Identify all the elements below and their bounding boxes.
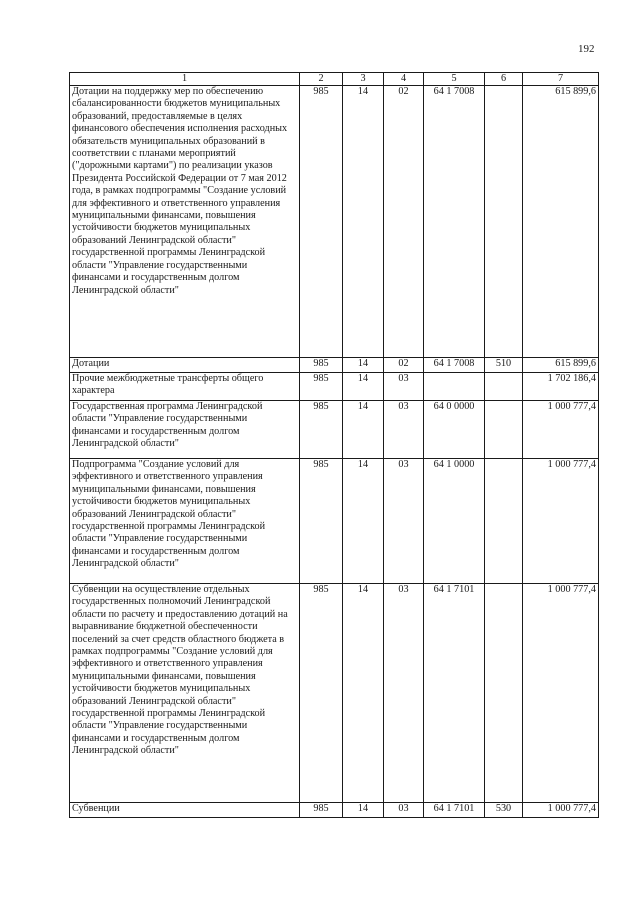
row-col4: 03: [384, 803, 424, 818]
row-col5: 64 1 7008: [424, 358, 485, 373]
row-amount: 1 000 777,4: [523, 803, 599, 818]
row-col4: 03: [384, 584, 424, 803]
row-amount: 615 899,6: [523, 86, 599, 358]
table-row: [70, 86, 599, 358]
row-name: Субвенции: [70, 803, 300, 818]
row-col5: 64 1 0000: [424, 459, 485, 584]
row-col3: 14: [343, 358, 384, 373]
row-col2: 985: [300, 358, 343, 373]
row-col2: 985: [300, 373, 343, 401]
row-col5: [424, 373, 485, 401]
row-col2: 985: [300, 459, 343, 584]
row-col6: [485, 584, 523, 803]
row-col3: 14: [343, 803, 384, 818]
row-amount: 615 899,6: [523, 358, 599, 373]
row-col6: [485, 459, 523, 584]
row-name: Субвенции на осуществление отдельных государственных полномочий Ленинградской области по расчету и предоставлению дотаций на выравнивание бюджетной обеспеченности поселений за счет средств областного бюджета в рамках подпрограммы "Создание условий для эффективного и ответственного управления муниципальными финансами, повышения устойчивости бюджетов муниципальных образований Ленинградской области" государственной программы Ленинградской области "Управление государственными финансами и государственным долгом Ленинградской области": [70, 584, 300, 803]
row-col4: 02: [384, 358, 424, 373]
column-header: 1: [70, 73, 300, 86]
row-name: Дотации: [70, 358, 300, 373]
column-header: 7: [523, 73, 599, 86]
row-amount: 1 000 777,4: [523, 584, 599, 803]
column-header: 2: [300, 73, 343, 86]
budget-table: [69, 72, 599, 818]
column-header: 6: [485, 73, 523, 86]
row-col4: 02: [384, 86, 424, 358]
row-name: Подпрограмма "Создание условий для эффективного и ответственного управления муниципальными финансами, повышения устойчивости бюджетов муниципальных образований Ленинградской области" государственной программы Ленинградской области "Управление государственными финансами и государственным долгом Ленинградской области": [70, 459, 300, 584]
row-col2: 985: [300, 401, 343, 459]
row-col6: [485, 86, 523, 358]
table-row: [70, 803, 599, 818]
row-col5: 64 1 7008: [424, 86, 485, 358]
row-col5: 64 0 0000: [424, 401, 485, 459]
table-row: [70, 584, 599, 803]
row-col2: 985: [300, 86, 343, 358]
row-col6: 530: [485, 803, 523, 818]
row-col6: [485, 401, 523, 459]
row-col4: 03: [384, 459, 424, 584]
row-col6: 510: [485, 358, 523, 373]
row-col6: [485, 373, 523, 401]
table-row: [70, 358, 599, 373]
column-header: 3: [343, 73, 384, 86]
row-amount: 1 000 777,4: [523, 459, 599, 584]
column-header: 4: [384, 73, 424, 86]
row-name: Дотации на поддержку мер по обеспечению сбалансированности бюджетов муниципальных образований, предоставляемые в целях финансового обеспечения исполнения расходных обязательств муниципальных образований в соответствии с планами мероприятий ("дорожными картами") по реализации указов Президента Российской Федерации от 7 мая 2012 года, в рамках подпрограммы "Создание условий для эффективного и ответственного управления муниципальными финансами, повышения устойчивости бюджетов муниципальных образований Ленинградской области" государственной программы Ленинградской области "Управление государственными финансами и государственным долгом Ленинградской области": [70, 86, 300, 358]
row-amount: 1 000 777,4: [523, 401, 599, 459]
row-col4: 03: [384, 401, 424, 459]
table-row: [70, 373, 599, 401]
row-amount: 1 702 186,4: [523, 373, 599, 401]
row-col3: 14: [343, 373, 384, 401]
row-col3: 14: [343, 584, 384, 803]
row-col3: 14: [343, 401, 384, 459]
table-row: [70, 459, 599, 584]
row-col2: 985: [300, 584, 343, 803]
row-col3: 14: [343, 86, 384, 358]
header-row: [70, 73, 599, 86]
row-name: Государственная программа Ленинградской области "Управление государственными финансами и государственным долгом Ленинградской области": [70, 401, 300, 459]
row-col2: 985: [300, 803, 343, 818]
table-row: [70, 401, 599, 459]
page-number: 192: [578, 43, 595, 55]
row-col3: 14: [343, 459, 384, 584]
row-name: Прочие межбюджетные трансферты общего характера: [70, 373, 300, 401]
row-col5: 64 1 7101: [424, 803, 485, 818]
row-col4: 03: [384, 373, 424, 401]
row-col5: 64 1 7101: [424, 584, 485, 803]
column-header: 5: [424, 73, 485, 86]
